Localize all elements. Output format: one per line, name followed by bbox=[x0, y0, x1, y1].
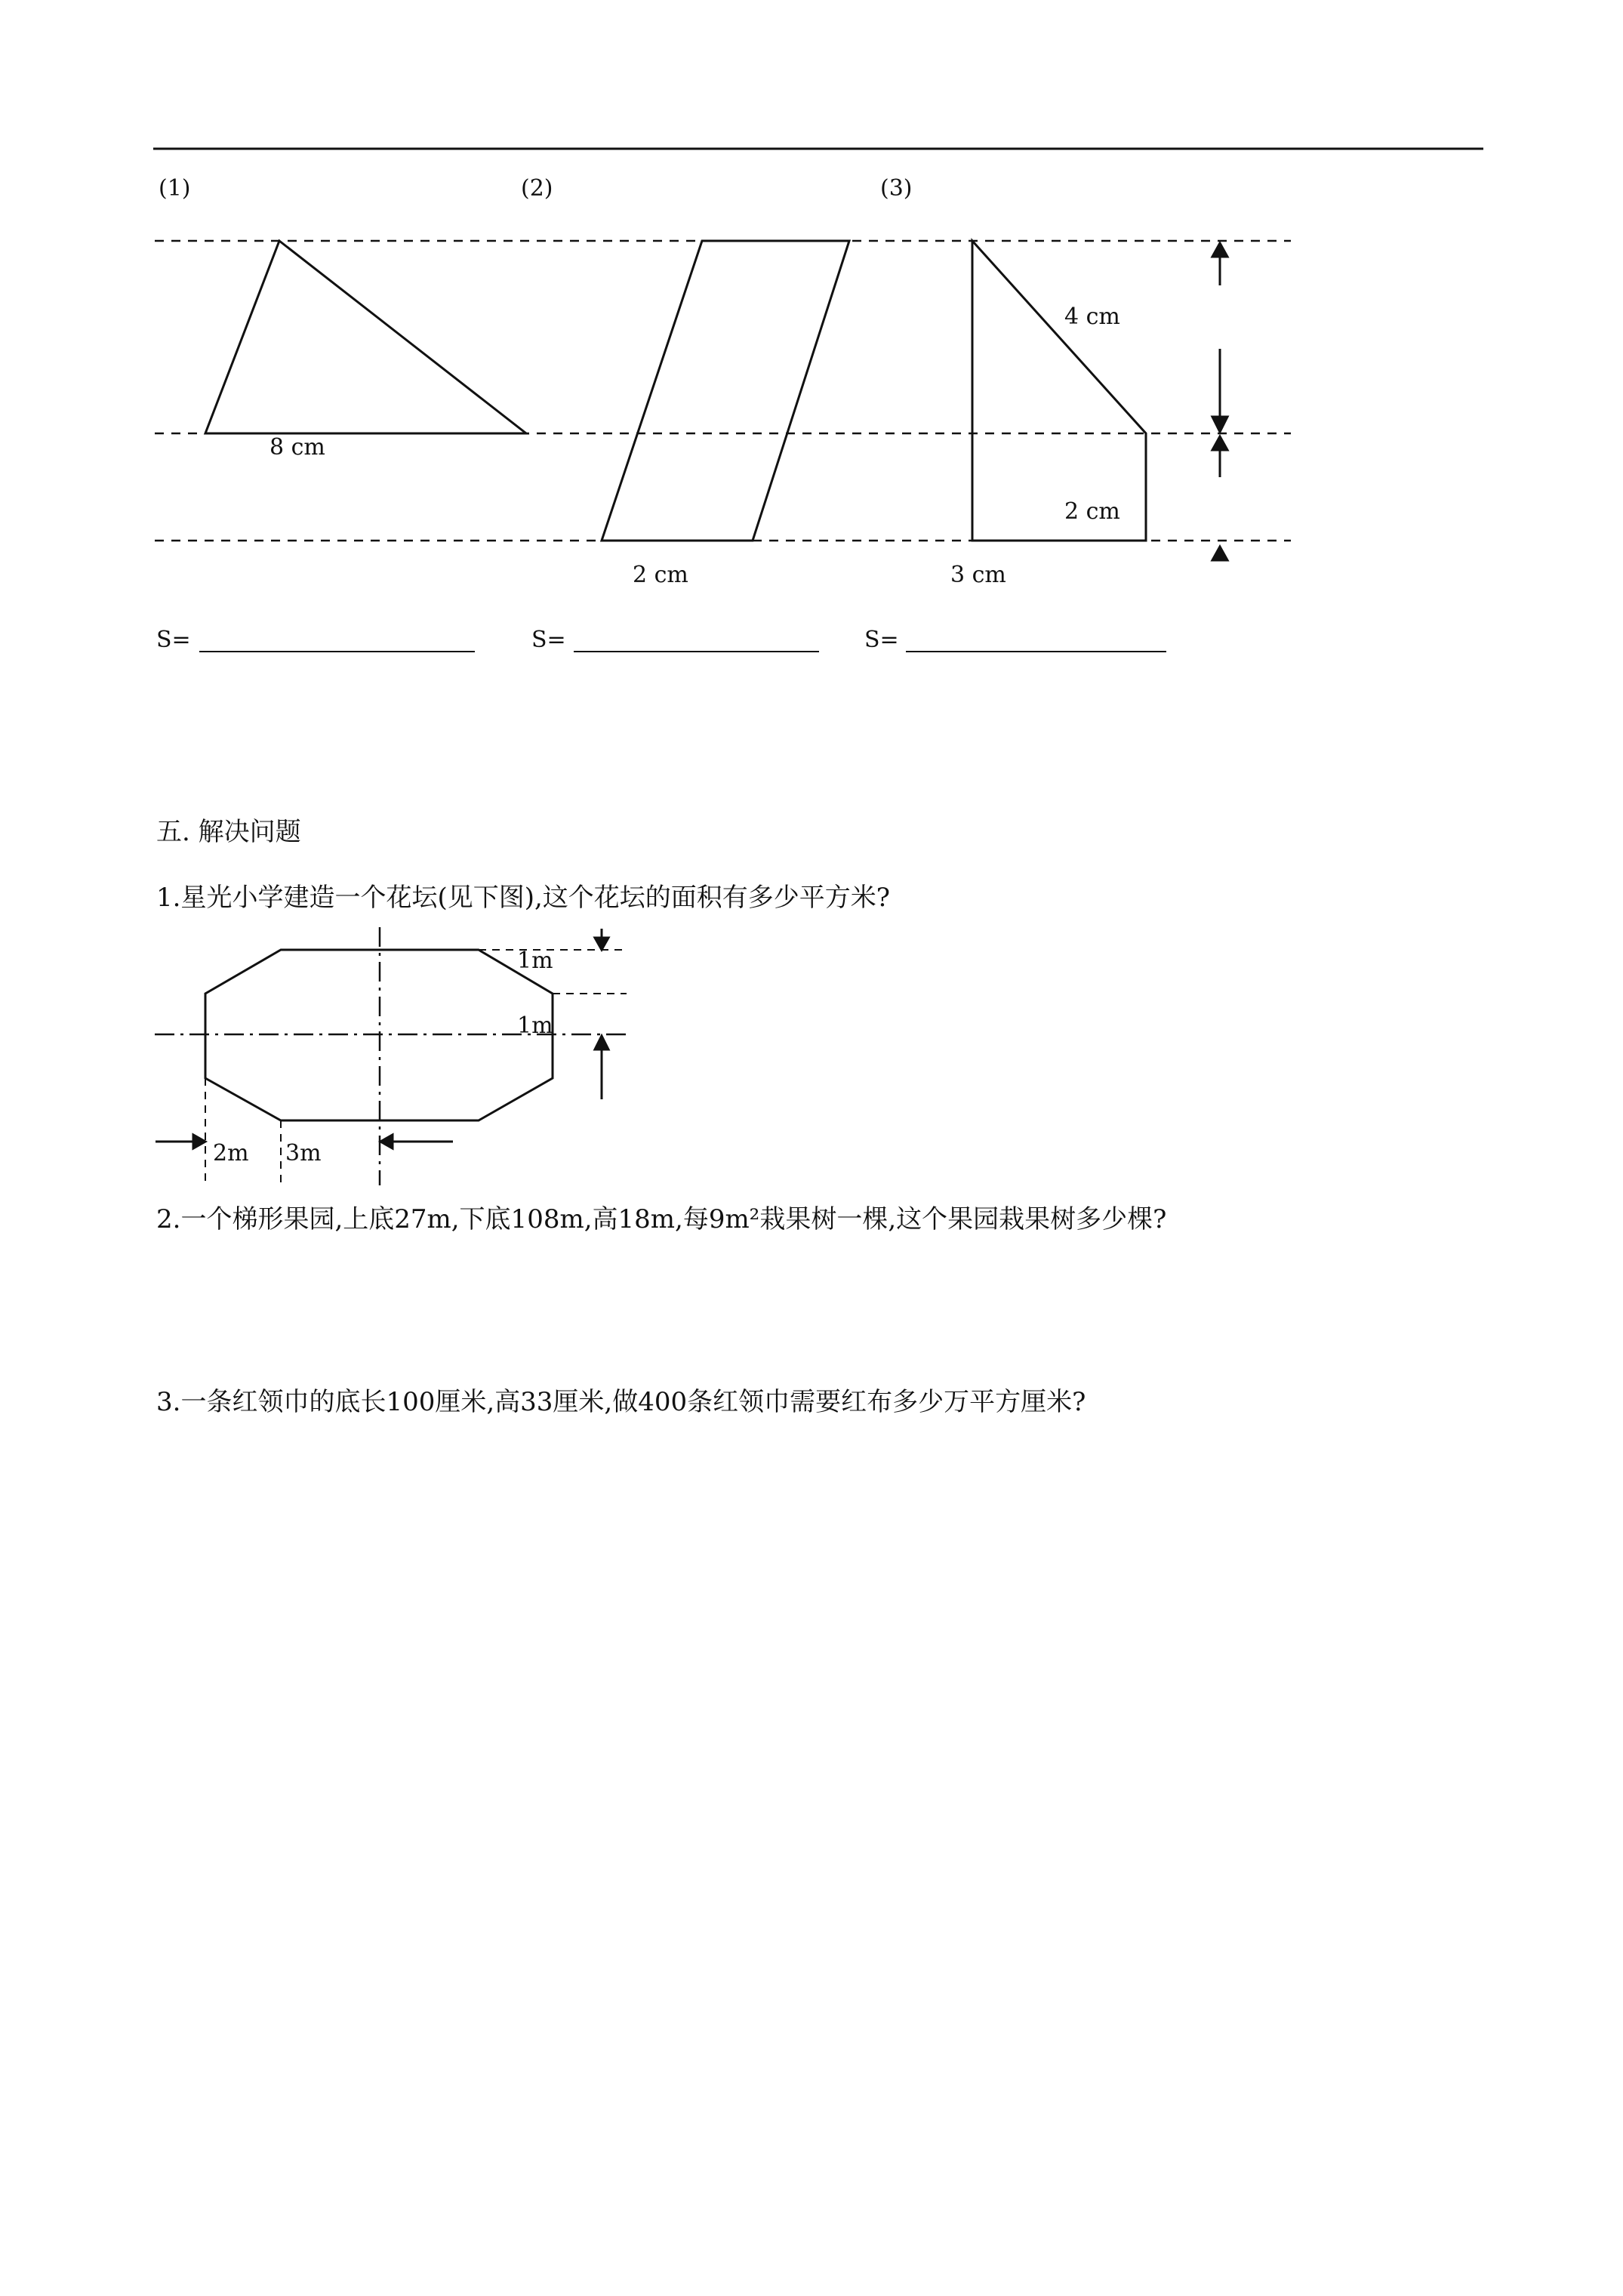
answer-blank-3[interactable] bbox=[906, 651, 1166, 652]
dashed-guides bbox=[155, 241, 1291, 541]
flowerbed-bottom-left-label: 2m bbox=[213, 1140, 249, 1166]
height-arrows bbox=[1212, 243, 1227, 560]
figure-label-1: (1) bbox=[159, 175, 191, 202]
parallelogram-figure bbox=[602, 241, 849, 541]
figure-label-2: (2) bbox=[521, 175, 553, 202]
triangle-figure bbox=[205, 241, 526, 433]
question-3: 3.一条红领巾的底长100厘米,高33厘米,做400条红领巾需要红布多少万平方厘米? bbox=[156, 1387, 1086, 1417]
fig3-mid-label: 2 cm bbox=[1064, 498, 1120, 525]
fig2-base-label: 2 cm bbox=[633, 562, 688, 588]
section-title: 五. 解决问题 bbox=[156, 817, 301, 847]
question-2: 2.一个梯形果园,上底27m,下底108m,高18m,每9m²栽果树一棵,这个果园栽果树多少棵? bbox=[156, 1204, 1167, 1234]
flowerbed-top-right-label: 1m bbox=[517, 948, 553, 974]
flowerbed-dim-lines bbox=[205, 950, 627, 1185]
flowerbed-bottom-mid-label: 3m bbox=[285, 1140, 322, 1166]
flowerbed-right-mid-label: 1m bbox=[517, 1012, 553, 1039]
answer-blank-2[interactable] bbox=[574, 651, 819, 652]
trapezoid-figure bbox=[972, 241, 1146, 541]
answer-blank-1[interactable] bbox=[199, 651, 475, 652]
answer-prefix-1: S= bbox=[156, 627, 191, 653]
fig1-base-label: 8 cm bbox=[269, 434, 325, 461]
fig3-base-label: 3 cm bbox=[950, 562, 1006, 588]
question-1: 1.星光小学建造一个花坛(见下图),这个花坛的面积有多少平方米? bbox=[156, 883, 891, 913]
answer-prefix-2: S= bbox=[531, 627, 566, 653]
answer-prefix-3: S= bbox=[864, 627, 899, 653]
figure-label-3: (3) bbox=[880, 175, 913, 202]
fig3-top-label: 4 cm bbox=[1064, 304, 1120, 330]
